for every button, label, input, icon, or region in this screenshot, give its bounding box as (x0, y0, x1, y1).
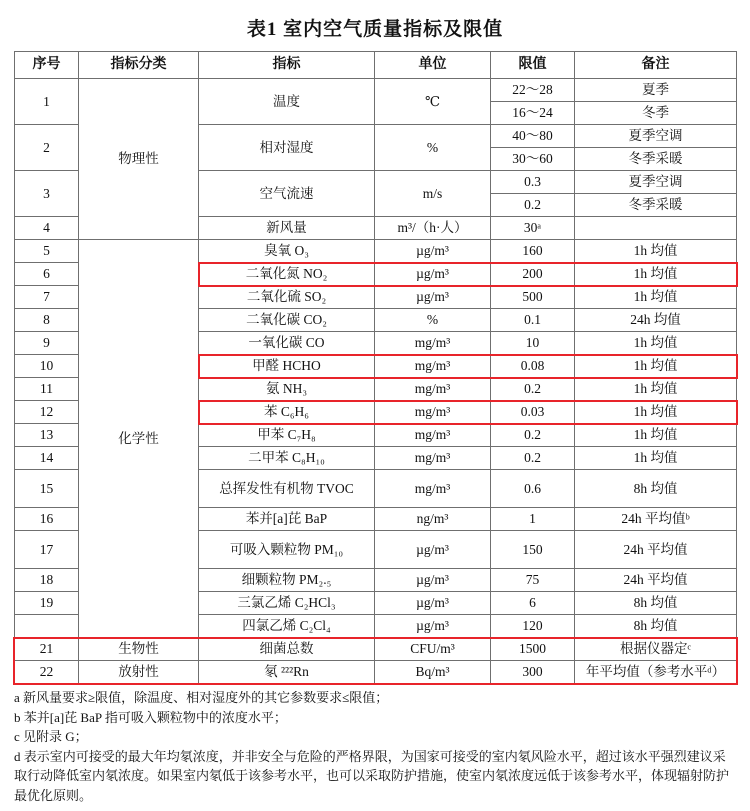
cell-index: 甲苯 C₇H₈ (199, 424, 375, 447)
note-b: b 苯并[a]芘 BaP 指可吸入颗粒物中的浓度水平； (14, 709, 287, 725)
cell-limit: 22～28 (491, 79, 575, 102)
table-row (15, 79, 737, 102)
cell-remark: 8h 均值 (575, 615, 737, 638)
cell-index: 三氯乙烯 C₂HCl₃ (199, 592, 375, 615)
cell-limit: 1500 (491, 638, 575, 661)
cell-no: 3 (15, 171, 79, 217)
cell-unit: µg/m³ (375, 569, 491, 592)
header-remark: 备注 (575, 52, 737, 79)
cell-no: 13 (15, 424, 79, 447)
cell-limit: 6 (491, 592, 575, 615)
cell-remark: 1h 均值 (575, 424, 737, 447)
cell-remark: 8h 均值 (575, 592, 737, 615)
cell-limit: 16～24 (491, 102, 575, 125)
cell-no (15, 615, 79, 638)
cell-no: 2 (15, 125, 79, 171)
cell-limit: 0.3 (491, 171, 575, 194)
cell-limit: 150 (491, 531, 575, 569)
cell-unit: % (375, 309, 491, 332)
cell-unit: m³/（h·人） (375, 217, 491, 240)
cell-remark: 1h 均值 (575, 286, 737, 309)
cell-remark: 冬季 (575, 102, 737, 125)
cell-index: 可吸入颗粒物 PM₁₀ (199, 531, 375, 569)
cell-index: 细菌总数 (199, 638, 375, 661)
cell-remark: 年平均值（参考水平ᵈ） (575, 661, 737, 684)
cell-remark: 24h 均值 (575, 309, 737, 332)
cell-remark: 1h 均值 (575, 263, 737, 286)
cell-remark: 夏季 (575, 79, 737, 102)
cell-remark: 冬季采暖 (575, 194, 737, 217)
cell-no: 7 (15, 286, 79, 309)
cell-limit: 0.2 (491, 424, 575, 447)
cell-limit: 0.6 (491, 470, 575, 508)
cell-unit: mg/m³ (375, 355, 491, 378)
cell-unit: % (375, 125, 491, 171)
cell-index: 二氧化氮 NO₂ (199, 263, 375, 286)
cell-no: 9 (15, 332, 79, 355)
cell-no: 19 (15, 592, 79, 615)
table-wrapper (14, 51, 736, 684)
cell-remark: 1h 均值 (575, 240, 737, 263)
cell-unit: µg/m³ (375, 240, 491, 263)
cell-index: 氨 NH₃ (199, 378, 375, 401)
cell-remark: 冬季采暖 (575, 148, 737, 171)
cell-class: 放射性 (79, 661, 199, 684)
cell-no: 4 (15, 217, 79, 240)
cell-unit: µg/m³ (375, 592, 491, 615)
cell-index: 细颗粒物 PM₂.₅ (199, 569, 375, 592)
cell-unit: mg/m³ (375, 424, 491, 447)
cell-limit: 500 (491, 286, 575, 309)
cell-unit: CFU/m³ (375, 638, 491, 661)
cell-index: 新风量 (199, 217, 375, 240)
cell-limit: 0.1 (491, 309, 575, 332)
table-row (15, 661, 737, 684)
cell-unit: m/s (375, 171, 491, 217)
cell-index: 温度 (199, 79, 375, 125)
cell-index: 总挥发性有机物 TVOC (199, 470, 375, 508)
cell-limit: 30ᵃ (491, 217, 575, 240)
note-c: c 见附录 G； (14, 729, 88, 744)
cell-class: 物理性 (79, 79, 199, 240)
cell-class: 生物性 (79, 638, 199, 661)
cell-limit: 0.2 (491, 378, 575, 401)
cell-no: 5 (15, 240, 79, 263)
cell-no: 17 (15, 531, 79, 569)
table-row (15, 638, 737, 661)
table-notes (14, 688, 736, 805)
cell-limit: 1 (491, 508, 575, 531)
cell-no: 8 (15, 309, 79, 332)
cell-remark: 1h 均值 (575, 355, 737, 378)
cell-index: 相对湿度 (199, 125, 375, 171)
cell-index: 二甲苯 C₈H₁₀ (199, 447, 375, 470)
cell-unit: Bq/m³ (375, 661, 491, 684)
cell-unit: mg/m³ (375, 401, 491, 424)
cell-limit: 0.2 (491, 194, 575, 217)
cell-index: 空气流速 (199, 171, 375, 217)
indoor-air-quality-table (14, 51, 737, 684)
cell-unit: mg/m³ (375, 332, 491, 355)
cell-limit: 0.03 (491, 401, 575, 424)
cell-no: 22 (15, 661, 79, 684)
cell-unit: mg/m³ (375, 378, 491, 401)
cell-unit: µg/m³ (375, 263, 491, 286)
cell-no: 1 (15, 79, 79, 125)
cell-class: 化学性 (79, 240, 199, 638)
cell-index: 苯并[a]芘 BaP (199, 508, 375, 531)
cell-no: 18 (15, 569, 79, 592)
cell-limit: 160 (491, 240, 575, 263)
cell-index: 一氧化碳 CO (199, 332, 375, 355)
cell-limit: 120 (491, 615, 575, 638)
cell-unit: µg/m³ (375, 615, 491, 638)
cell-index: 苯 C₆H₆ (199, 401, 375, 424)
cell-no: 21 (15, 638, 79, 661)
cell-limit: 40～80 (491, 125, 575, 148)
cell-index: 二氧化硫 SO₂ (199, 286, 375, 309)
cell-limit: 30～60 (491, 148, 575, 171)
cell-remark: 24h 平均值 (575, 569, 737, 592)
cell-remark: 1h 均值 (575, 378, 737, 401)
table-header-row (15, 52, 737, 79)
cell-no: 14 (15, 447, 79, 470)
cell-remark: 根据仪器定ᶜ (575, 638, 737, 661)
header-class: 指标分类 (79, 52, 199, 79)
cell-remark: 夏季空调 (575, 171, 737, 194)
cell-unit: µg/m³ (375, 531, 491, 569)
cell-no: 15 (15, 470, 79, 508)
cell-no: 12 (15, 401, 79, 424)
cell-remark: 1h 均值 (575, 332, 737, 355)
cell-index: 四氯乙烯 C₂Cl₄ (199, 615, 375, 638)
note-d: d 表示室内可接受的最大年均氡浓度，并非安全与危险的严格界限，为国家可接受的室内氡风险水平，超过该水平强烈建议采取行动降低室内氡浓度。如果室内氡低于该参考水平，也可以采取防护措施，使室内氡浓度远低于该参考水平，体现辐射防护最优化原则。 (14, 748, 730, 803)
cell-no: 16 (15, 508, 79, 531)
cell-unit: mg/m³ (375, 447, 491, 470)
cell-unit: ng/m³ (375, 508, 491, 531)
cell-remark: 8h 均值 (575, 470, 737, 508)
cell-unit: ℃ (375, 79, 491, 125)
header-unit: 单位 (375, 52, 491, 79)
cell-no: 10 (15, 355, 79, 378)
page-title: 表1 室内空气质量指标及限值 (246, 19, 504, 40)
cell-remark: 夏季空调 (575, 125, 737, 148)
cell-limit: 200 (491, 263, 575, 286)
cell-limit: 75 (491, 569, 575, 592)
cell-index: 二氧化碳 CO₂ (199, 309, 375, 332)
cell-remark: 24h 平均值ᵇ (575, 508, 737, 531)
cell-index: 臭氧 O₃ (199, 240, 375, 263)
cell-limit: 300 (491, 661, 575, 684)
cell-no: 11 (15, 378, 79, 401)
note-a: a 新风量要求≥限值，除温度、相对湿度外的其它参数要求≤限值； (14, 690, 389, 705)
cell-limit: 0.08 (491, 355, 575, 378)
cell-remark: 1h 均值 (575, 447, 737, 470)
cell-index: 氡 ²²²Rn (199, 661, 375, 684)
header-index: 指标 (199, 52, 375, 79)
cell-limit: 10 (491, 332, 575, 355)
table-row (15, 240, 737, 263)
cell-remark: 1h 均值 (575, 401, 737, 424)
cell-remark (575, 217, 737, 240)
cell-no: 6 (15, 263, 79, 286)
cell-index: 甲醛 HCHO (199, 355, 375, 378)
header-no: 序号 (15, 52, 79, 79)
cell-remark: 24h 平均值 (575, 531, 737, 569)
cell-unit: µg/m³ (375, 286, 491, 309)
cell-limit: 0.2 (491, 447, 575, 470)
cell-unit: mg/m³ (375, 470, 491, 508)
header-limit: 限值 (491, 52, 575, 79)
